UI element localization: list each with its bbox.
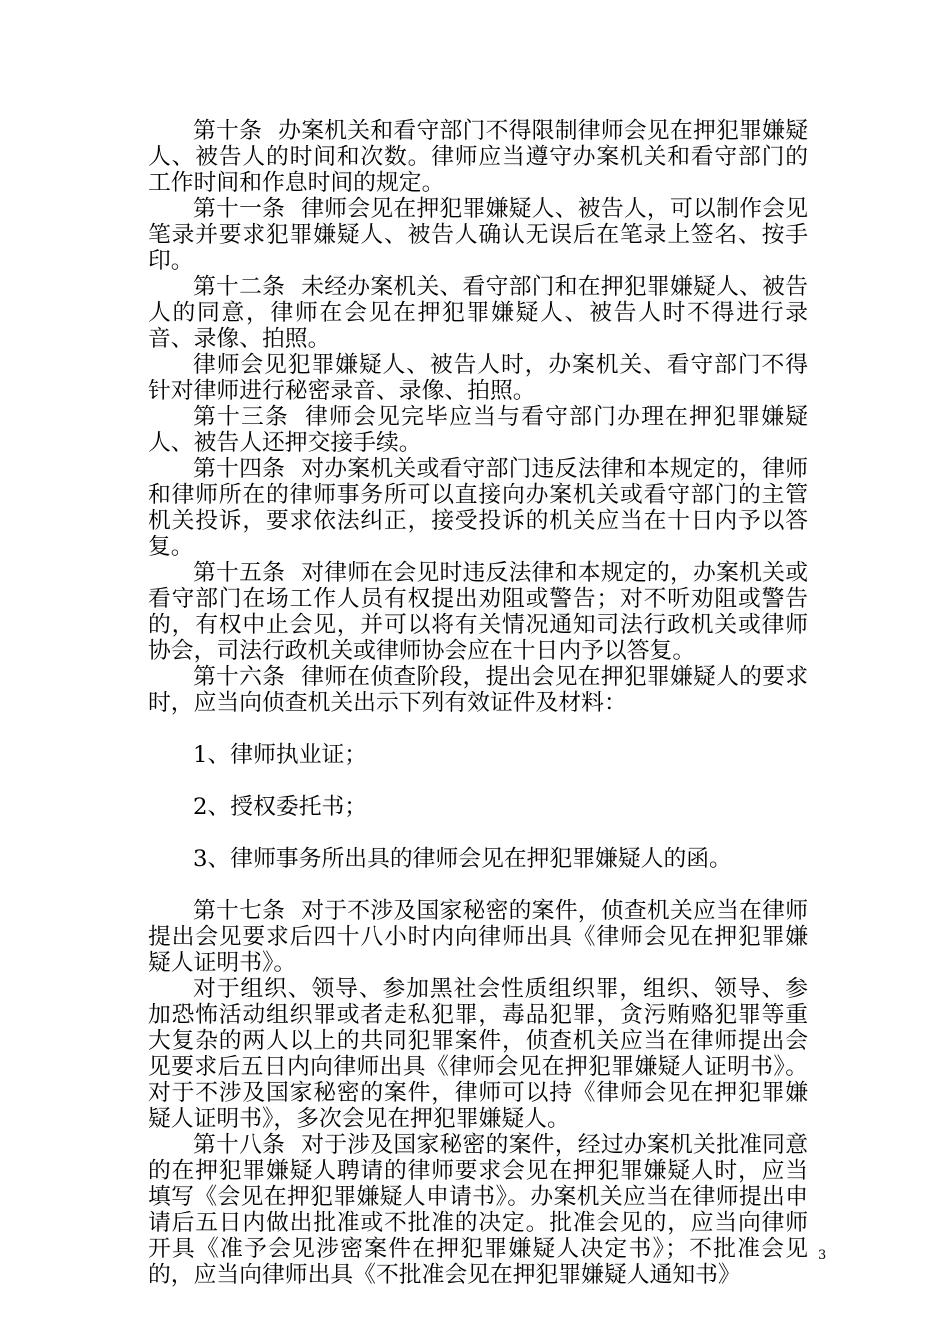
article-text: 对于涉及国家秘密的案件，经过办案机关批准同意的在押犯罪嫌疑人聘请的律师要求会见在押犯罪嫌疑人时，应当填写《会见在押犯罪嫌疑人申请书》。办案机关应当在律师提出申请后五日内做出批准或不批准的决定。批准会见的，应当向律师开具《准予会见涉密案件在押犯罪嫌疑人决定书》；不批准会见的，应当向律师出具《不批准会见在押犯罪嫌疑人通知书》 <box>148 1132 809 1288</box>
article-label: 第十三条 <box>193 404 290 430</box>
article-15 <box>148 560 808 664</box>
article-text: 律师会见在押犯罪嫌疑人、被告人，可以制作会见笔录并要求犯罪嫌疑人、被告人确认无误后在笔录上签名、按手印。 <box>148 196 809 274</box>
article-label: 第十一条 <box>193 196 286 222</box>
spacer <box>148 820 808 846</box>
list-item: 1、律师执业证； <box>193 742 368 768</box>
article-label: 第十条 <box>193 118 263 144</box>
page-number: 3 <box>818 1248 827 1263</box>
article-16 <box>148 664 808 716</box>
article-label: 第十六条 <box>193 664 286 690</box>
list-item: 3、律师事务所出具的律师会见在押犯罪嫌疑人的函。 <box>193 846 732 872</box>
article-12 <box>148 274 808 352</box>
article-label: 第十四条 <box>193 456 286 482</box>
article-text: 对于不涉及国家秘密的案件，侦查机关应当在律师提出会见要求后四十八小时内向律师出具《律师会见在押犯罪嫌疑人证明书》。 <box>148 898 809 976</box>
article-text: 办案机关和看守部门不得限制律师会见在押犯罪嫌疑人、被告人的时间和次数。律师应当遵守办案机关和看守部门的工作时间和作息时间的规定。 <box>148 118 809 196</box>
article-label: 第十七条 <box>193 898 286 924</box>
article-text: 对律师在会见时违反法律和本规定的，办案机关或看守部门在场工作人员有权提出劝阻或警告；对不听劝阻或警告的，有权中止会见，并可以将有关情况通知司法行政机关或律师协会，司法行政机关或律师协会应在十日内予以答复。 <box>148 560 809 664</box>
article-text: 未经办案机关、看守部门和在押犯罪嫌疑人、被告人的同意，律师在会见在押犯罪嫌疑人、被告人时不得进行录音、录像、拍照。 <box>148 274 809 352</box>
spacer <box>148 872 808 898</box>
article-10 <box>148 118 808 196</box>
article-17 <box>148 898 808 976</box>
paragraph-text: 律师会见犯罪嫌疑人、被告人时，办案机关、看守部门不得针对律师进行秘密录音、录像、拍照。 <box>148 352 808 404</box>
article-label: 第十五条 <box>193 560 286 586</box>
spacer <box>148 716 808 742</box>
article-text: 律师会见完毕应当与看守部门办理在押犯罪嫌疑人、被告人还押交接手续。 <box>148 404 809 456</box>
spacer <box>148 768 808 794</box>
article-17-paragraph-2 <box>148 976 808 1132</box>
article-text: 律师在侦查阶段，提出会见在押犯罪嫌疑人的要求时，应当向侦查机关出示下列有效证件及材料： <box>148 664 809 716</box>
document-body <box>148 118 808 1288</box>
article-label: 第十二条 <box>193 274 286 300</box>
article-text: 对办案机关或看守部门违反法律和本规定的，律师和律师所在的律师事务所可以直接向办案机关或看守部门的主管机关投诉，要求依法纠正，接受投诉的机关应当在十日内予以答复。 <box>148 456 809 560</box>
paragraph-text: 对于组织、领导、参加黑社会性质组织罪，组织、领导、参加恐怖活动组织罪或者走私犯罪，毒品犯罪，贪污贿赂犯罪等重大复杂的两人以上的共同犯罪案件，侦查机关应当在律师提出会见要求后五日内向律师出具《律师会见在押犯罪嫌疑人证明书》。对于不涉及国家秘密的案件，律师可以持《律师会见在押犯罪嫌疑人证明书》，多次会见在押犯罪嫌疑人。 <box>148 976 808 1132</box>
article-11 <box>148 196 808 274</box>
article-13 <box>148 404 808 456</box>
article-label: 第十八条 <box>193 1132 286 1158</box>
list-item: 2、授权委托书； <box>193 794 368 820</box>
article-14 <box>148 456 808 560</box>
article-18 <box>148 1132 808 1288</box>
article-12-paragraph-2 <box>148 352 808 404</box>
